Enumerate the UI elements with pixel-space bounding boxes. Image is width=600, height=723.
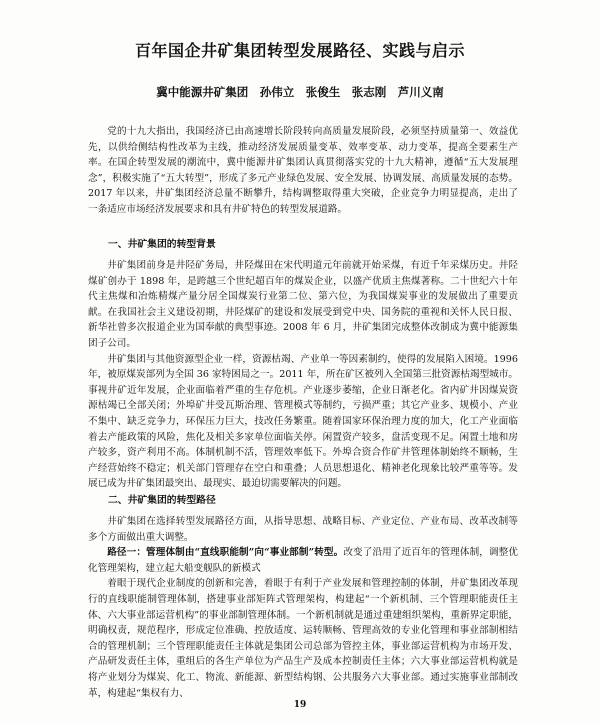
section-2-paragraph-1: 井矿集团在选择转型发展路径方面，从指导思想、战略目标、产业定位、产业布局、改革改制等多个方面做出重大调整。 xyxy=(88,516,518,543)
page-number: 19 xyxy=(293,700,307,710)
section-heading-2: 二、井矿集团的转型路径 xyxy=(108,495,216,506)
section-heading-1: 一、井矿集团的转型背景 xyxy=(108,239,216,250)
section-2-body xyxy=(88,514,518,701)
section-2-paragraph-3: 着眼于现代企业制度的创新和完善，着眼于有利于产业发展和管理控制的体制，井矿集团改革现行的直线职能制管理体制，搭建事业部矩阵式管理架构，构建起“一个新机制、三个管理职能责任主体、六大事业部运营机构”的事业部制管理体制。一个新机制就是通过重建组织架构，重新界定职能，明确权责，规范程序，形成定位准确、控放适度、运转顺畅、管理高效的专业化管理和事业部制相结合的管理机制；三个管理职能责任主体就是集团公司总部为管控主体，事业部运营机构为市场开发、产品研发责任主体，重组后的各生产单位为产品生产及成本控制责任主体；六大事业部运营机构就是将产业划分为煤炭、化工、物流、新能源、新型结构钢、公共服务六大事业部。通过实施事业部制改革，构建起“集权有力、 xyxy=(88,578,518,699)
abstract-block xyxy=(88,124,518,218)
section-2-paragraph-2 xyxy=(88,545,518,576)
path-one-text: 改变了沿用了近百年的管理体制，调整优化管理架构，建立起大船变舰队的新模式 xyxy=(88,547,519,574)
path-one-lead: 路径一：管理体制由“直线职能制”向“事业部制”转型。 xyxy=(107,547,344,559)
section-1-paragraph-1: 井矿集团前身是井陉矿务局，井陉煤田在宋代明道元年前就开始采煤，有近千年采煤历史。井陉煤矿创办于 1898 年，是跨越三个世纪超百年的煤炭企业，以盛产优质主焦煤著称。二十世纪六十年代主焦煤和冶炼精煤产量分居全国煤炭行业第二位、第六位，为我国煤炭事业的发展做出了重要贡献。在我国社会主义建设初期，井陉煤矿的建设和发展受到党中央、国务院的重视和关怀人民日报、新华社曾多次报道企业为国奉献的典型事迹。2008 年 6 月，井矿集团完成整体改制成为冀中能源集团子公司。 xyxy=(88,260,518,349)
abstract-paragraph: 党的十九大指出，我国经济已由高速增长阶段转向高质量发展阶段，必须坚持质量第一、效益优先，以供给侧结构性改革为主线，推动经济发展质量变革、效率变革、动力变革，提高全要素生产率。在国企转型发展的潮流中，冀中能源井矿集团认真贯彻落实党的十九大精神，遵循“五大发展理念”，积极实施了“五大转型”，形成了多元产业绿色发展、安全发展、协调发展、高质量发展的态势。2017 年以来，井矿集团经济总量不断攀升，结构调整取得重大突破，企业竞争力明显提高，走出了一条适应市场经济发展要求和具有井矿特色的转型发展道路。 xyxy=(88,126,518,215)
section-1-paragraph-2: 井矿集团与其他资源型企业一样，资源枯竭、产业单一等因素制约，使得的发展陷入困境。1996 年，被原煤炭部列为全国 36 家特困局之一。2011 年，所在矿区被列入全国第三批资源枯竭型城市。事视井矿近年发展，企业面临着严重的生存危机。产业逐步萎缩，企业日渐老化。省内矿井因煤炭资源枯竭已全部关闭；外埠矿井受瓦斯治理、管理模式等制约，亏损严重；其它产业多、规模小、产业不集中、缺乏竞争力，环保压力巨大，技改任务繁重。随着国家环保治理力度的加大，化工产业面临着去产能政策的风险，焦化及相关多家单位面临关停。闲置资产较多，盘活变现不足。闲置土地和房产较多，资产利用不高。体制机制不活，管理效率低下。外埠合资合作矿井管理体制始终不顺畅，生产经营始终不稳定；机关部门管理存在空白和重叠；人员思想退化、精神老化现象比较严重等等。发展已成为井矿集团最突出、最现实、最迫切需要解决的问题。 xyxy=(88,353,518,490)
section-1-body xyxy=(88,258,518,492)
article-title: 百年国企井矿集团转型发展路径、实践与启示 xyxy=(134,41,465,60)
author-line: 冀中能源井矿集团 孙伟立 张俊生 张志刚 芦川义南 xyxy=(156,85,444,99)
